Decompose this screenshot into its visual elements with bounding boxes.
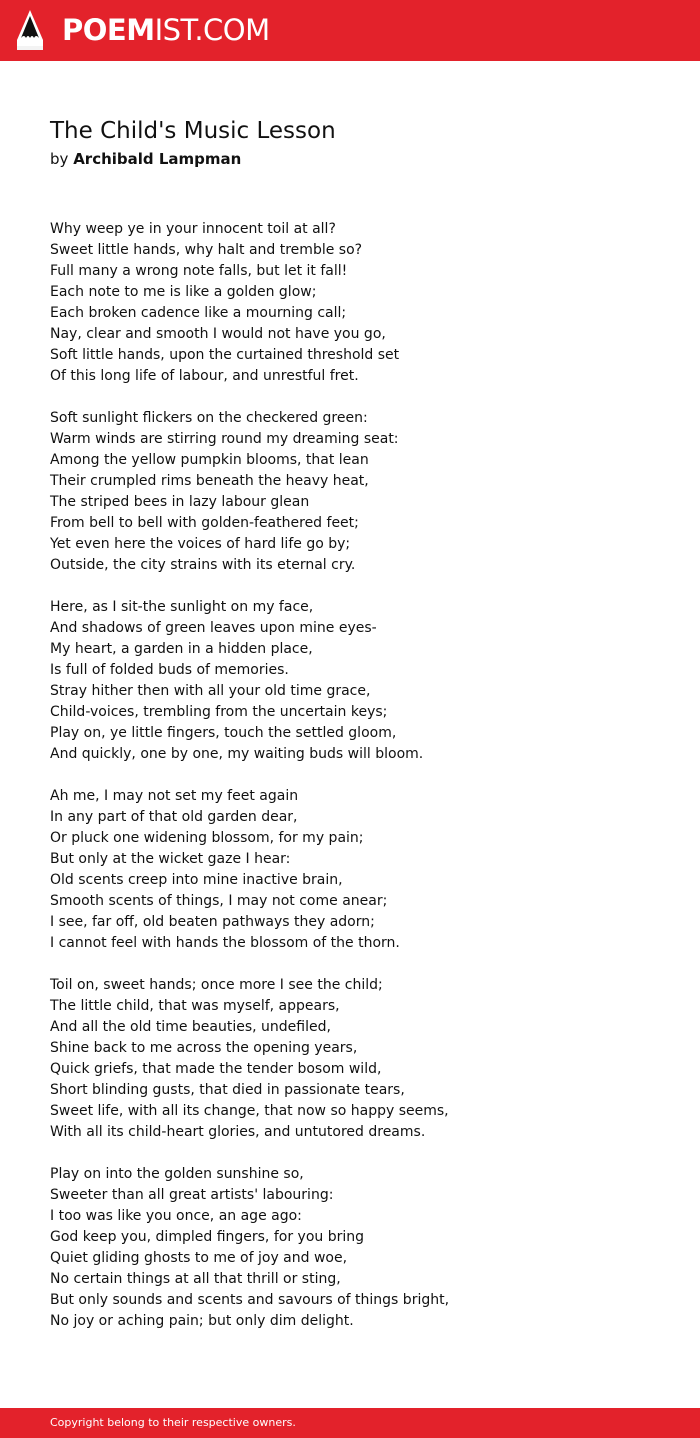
site-header bbox=[0, 0, 700, 61]
poem-line: But only sounds and scents and savours of things bright, bbox=[50, 1292, 450, 1308]
poem-stanza bbox=[50, 597, 670, 765]
site-logo[interactable] bbox=[62, 12, 270, 48]
poem-line: Here, as I sit-the sunlight on my face, bbox=[50, 599, 314, 615]
poem-line: From bell to bell with golden-feathered feet; bbox=[50, 515, 359, 531]
poem-line: Among the yellow pumpkin blooms, that lean bbox=[50, 452, 369, 468]
poem-line: Stray hither then with all your old time grace, bbox=[50, 683, 371, 699]
poem-line: Nay, clear and smooth I would not have you go, bbox=[50, 326, 386, 342]
poem-stanza bbox=[50, 975, 670, 1143]
poem-line: I cannot feel with hands the blossom of the thorn. bbox=[50, 935, 400, 951]
poem-line: Short blinding gusts, that died in passionate tears, bbox=[50, 1082, 405, 1098]
poem-line: The little child, that was myself, appears, bbox=[50, 998, 340, 1014]
poem-line: No certain things at all that thrill or sting, bbox=[50, 1271, 341, 1287]
poem-line: My heart, a garden in a hidden place, bbox=[50, 641, 313, 657]
poem-line: In any part of that old garden dear, bbox=[50, 809, 298, 825]
poem-stanza bbox=[50, 1164, 670, 1332]
poem-line: Sweet life, with all its change, that now so happy seems, bbox=[50, 1103, 449, 1119]
poem-line: No joy or aching pain; but only dim delight. bbox=[50, 1313, 354, 1329]
poem-line: But only at the wicket gaze I hear: bbox=[50, 851, 291, 867]
poem-stanza bbox=[50, 408, 670, 576]
poem-line: Shine back to me across the opening years, bbox=[50, 1040, 358, 1056]
pencil-tip-icon[interactable] bbox=[17, 10, 43, 52]
poem-line: Full many a wrong note falls, but let it fall! bbox=[50, 263, 348, 279]
poem-body bbox=[50, 219, 670, 1353]
poem-line: Smooth scents of things, I may not come anear; bbox=[50, 893, 388, 909]
poem-line: Play on, ye little fingers, touch the settled gloom, bbox=[50, 725, 397, 741]
poem-byline bbox=[50, 149, 241, 169]
poem-line: Play on into the golden sunshine so, bbox=[50, 1166, 304, 1182]
poem-line: Outside, the city strains with its eternal cry. bbox=[50, 557, 356, 573]
poem-line: Each note to me is like a golden glow; bbox=[50, 284, 317, 300]
poem-line: And quickly, one by one, my waiting buds will bloom. bbox=[50, 746, 424, 762]
poem-line: Or pluck one widening blossom, for my pain; bbox=[50, 830, 364, 846]
poem-line: And all the old time beauties, undefiled, bbox=[50, 1019, 331, 1035]
poem-line: Soft little hands, upon the curtained threshold set bbox=[50, 347, 400, 363]
poem-line: Quiet gliding ghosts to me of joy and woe, bbox=[50, 1250, 348, 1266]
poem-line: I too was like you once, an age ago: bbox=[50, 1208, 302, 1224]
by-label: by bbox=[50, 150, 69, 168]
poem-line: Why weep ye in your innocent toil at all? bbox=[50, 221, 336, 237]
poem-line: Old scents creep into mine inactive brain, bbox=[50, 872, 343, 888]
poem-line: Yet even here the voices of hard life go by; bbox=[50, 536, 351, 552]
poem-line: Each broken cadence like a mourning call; bbox=[50, 305, 347, 321]
poem-stanza bbox=[50, 219, 670, 387]
poem-title: The Child's Music Lesson bbox=[50, 118, 336, 144]
poem-line: Sweet little hands, why halt and tremble so? bbox=[50, 242, 363, 258]
poem-line: Of this long life of labour, and unrestful fret. bbox=[50, 368, 359, 384]
poem-line: And shadows of green leaves upon mine eyes- bbox=[50, 620, 377, 636]
site-footer bbox=[0, 1408, 700, 1438]
poem-line: The striped bees in lazy labour glean bbox=[50, 494, 310, 510]
poem-line: God keep you, dimpled fingers, for you bring bbox=[50, 1229, 364, 1245]
poem-line: With all its child-heart glories, and untutored dreams. bbox=[50, 1124, 426, 1140]
poem-line: Toil on, sweet hands; once more I see the child; bbox=[50, 977, 383, 993]
logo-bold-text: POEM bbox=[62, 13, 155, 47]
poem-line: Warm winds are stirring round my dreaming seat: bbox=[50, 431, 399, 447]
poem-line: Child-voices, trembling from the uncertain keys; bbox=[50, 704, 388, 720]
poem-author: Archibald Lampman bbox=[73, 150, 242, 168]
poem-line: Sweeter than all great artists' labouring: bbox=[50, 1187, 334, 1203]
copyright-notice: Copyright belong to their respective owners. bbox=[50, 1416, 296, 1429]
poem-line: Soft sunlight flickers on the checkered green: bbox=[50, 410, 368, 426]
poem-line: Is full of folded buds of memories. bbox=[50, 662, 289, 678]
poem-line: Quick griefs, that made the tender bosom wild, bbox=[50, 1061, 382, 1077]
poem-line: Their crumpled rims beneath the heavy heat, bbox=[50, 473, 369, 489]
poem-line: Ah me, I may not set my feet again bbox=[50, 788, 299, 804]
poem-line: I see, far off, old beaten pathways they adorn; bbox=[50, 914, 375, 930]
poem-stanza bbox=[50, 786, 670, 954]
logo-light-text: IST.COM bbox=[154, 13, 270, 47]
